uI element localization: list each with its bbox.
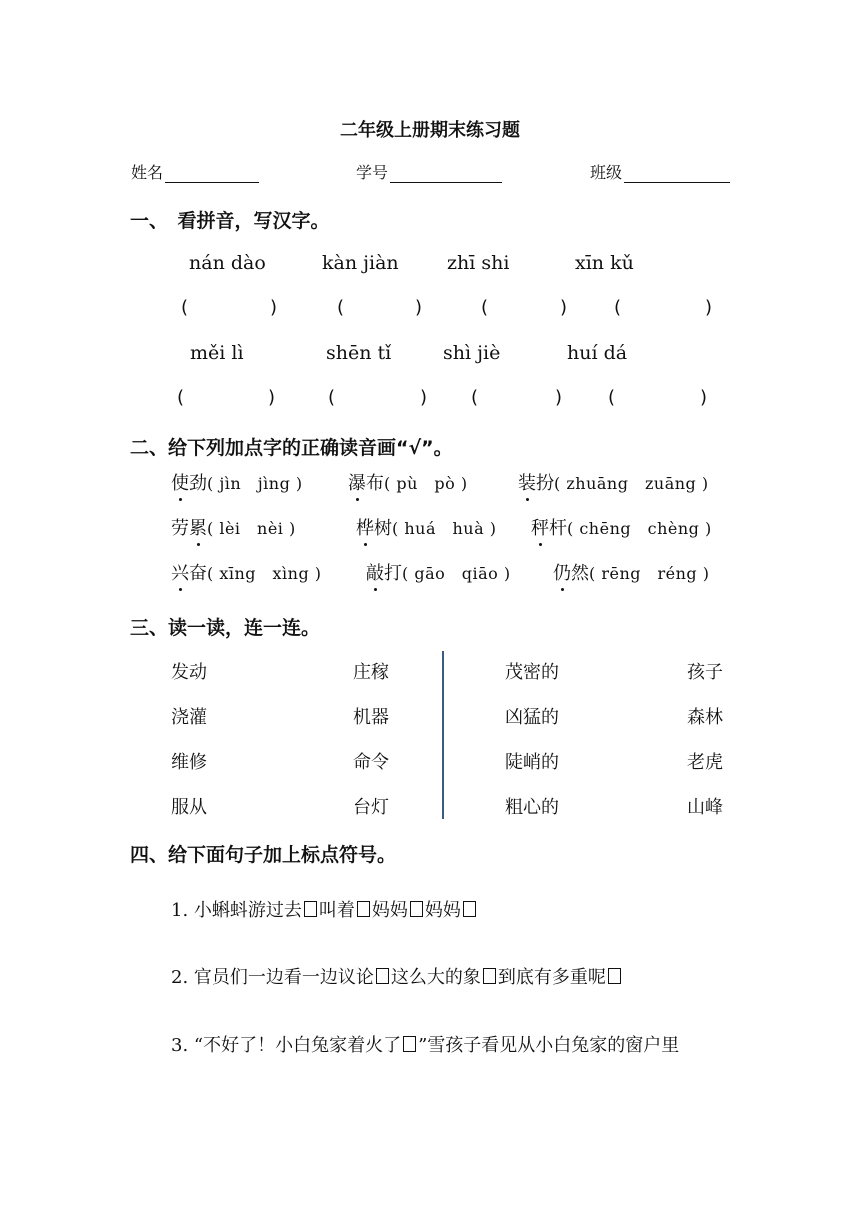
sentence-1: 1. 小蝌蚪游过去 叫着 妈妈 妈妈 [171,896,478,922]
page-title: 二年级上册期末练习题 [340,120,520,141]
reading-item-9: 仍然( rēng réng ) [553,559,710,585]
pinyin-3: zhī shi [447,252,510,274]
reading-options[interactable]: ( chēng chèng ) [567,519,712,538]
answer-box-8-close: ) [700,387,708,408]
sentence-3: 3. “不好了！小白兔家着火了 ”雪孩子看见从小白兔家的窗户里 [171,1035,680,1056]
match-word[interactable]: 浇灌 [171,707,207,728]
reading-item-4: 劳累( lèi nèi ) [171,514,296,540]
answer-box-2-close: ) [415,297,423,318]
answer-box-4-close: ) [705,297,713,318]
reading-options[interactable]: ( zhuāng zuāng ) [554,474,709,493]
punct-box[interactable] [357,901,370,917]
reading-options[interactable]: ( lèi nèi ) [207,519,296,538]
match-word[interactable]: 粗心的 [505,797,559,818]
reading-options[interactable]: ( xīng xìng ) [207,564,322,583]
section1-heading: 一、 看拼音，写汉字。 [130,210,330,232]
answer-box-5[interactable]: ( [177,387,185,408]
match-word[interactable]: 服从 [171,797,207,818]
answer-box-3[interactable]: ( [481,297,489,318]
answer-box-7[interactable]: ( [471,387,479,408]
answer-box-8[interactable]: ( [608,387,616,408]
answer-box-5-close: ) [268,387,276,408]
match-word[interactable]: 陡峭的 [505,752,559,773]
name-blank[interactable] [165,164,259,183]
pinyin-4: xīn kǔ [575,252,634,274]
punct-box[interactable] [403,1036,416,1052]
reading-options[interactable]: ( pù pò ) [384,474,468,493]
column-divider [442,651,444,819]
answer-box-4[interactable]: ( [614,297,622,318]
reading-item-3: 装扮( zhuāng zuāng ) [518,469,709,495]
punct-box[interactable] [463,901,476,917]
reading-item-6: 秤杆( chēng chèng ) [531,514,712,540]
match-word[interactable]: 孩子 [687,662,723,683]
id-blank[interactable] [390,164,502,183]
reading-options[interactable]: ( gāo qiāo ) [402,564,511,583]
reading-options[interactable]: ( huá huà ) [392,519,497,538]
pinyin-7: shì jiè [443,342,501,364]
match-word[interactable]: 凶猛的 [505,707,559,728]
answer-box-6[interactable]: ( [328,387,336,408]
class-field [590,160,730,183]
pinyin-6: shēn tǐ [326,342,392,364]
reading-item-1: 使劲( jìn jìng ) [171,469,303,495]
match-word[interactable]: 台灯 [353,797,389,818]
pinyin-2: kàn jiàn [322,252,399,274]
reading-item-7: 兴奋( xīng xìng ) [171,559,322,585]
section3-heading: 三、读一读，连一连。 [130,617,321,639]
reading-item-8: 敲打( gāo qiāo ) [366,559,511,585]
match-word[interactable]: 老虎 [687,752,723,773]
match-word[interactable]: 庄稼 [353,662,389,683]
id-field [356,160,502,183]
punct-box[interactable] [483,968,496,984]
answer-box-1-close: ) [270,297,278,318]
punct-box[interactable] [304,901,317,917]
answer-box-3-close: ) [560,297,568,318]
sentence-2: 2. 官员们一边看一边议论 这么大的象 到底有多重呢 [171,963,623,989]
id-label: 学号 [356,163,389,182]
match-word[interactable]: 命令 [353,752,389,773]
reading-options[interactable]: ( jìn jìng ) [207,474,303,493]
match-word[interactable]: 山峰 [687,797,723,818]
answer-box-6-close: ) [420,387,428,408]
section2-heading: 二、给下列加点字的正确读音画“√”。 [130,437,453,459]
match-word[interactable]: 茂密的 [505,662,559,683]
class-blank[interactable] [624,164,730,183]
answer-box-1[interactable]: ( [181,297,189,318]
class-label: 班级 [590,163,623,182]
pinyin-1: nán dào [189,252,266,274]
section4-heading: 四、给下面句子加上标点符号。 [130,844,397,866]
pinyin-8: huí dá [567,342,628,364]
pinyin-5: měi lì [190,342,244,364]
punct-box[interactable] [410,901,423,917]
match-word[interactable]: 维修 [171,752,207,773]
match-word[interactable]: 森林 [687,707,723,728]
match-word[interactable]: 发动 [171,662,207,683]
name-label: 姓名 [131,163,164,182]
reading-item-5: 桦树( huá huà ) [356,514,496,540]
punct-box[interactable] [608,968,621,984]
answer-box-2[interactable]: ( [337,297,345,318]
answer-box-7-close: ) [555,387,563,408]
reading-item-2: 瀑布( pù pò ) [348,469,468,495]
name-field [131,160,259,183]
punct-box[interactable] [376,968,389,984]
reading-options[interactable]: ( rēng réng ) [589,564,710,583]
match-word[interactable]: 机器 [353,707,389,728]
